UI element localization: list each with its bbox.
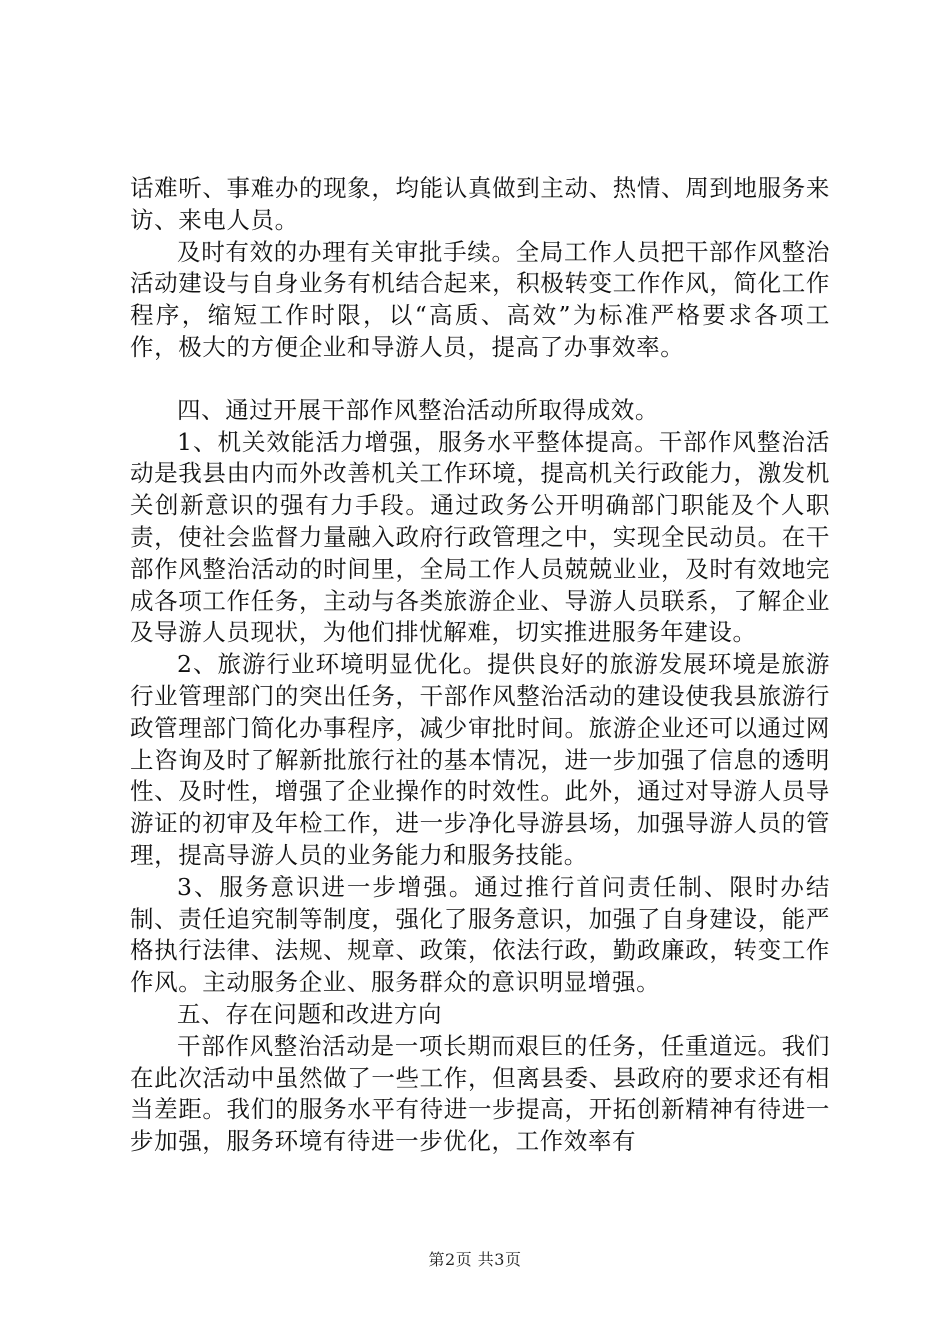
section-heading-results: 四、通过开展干部作风整治活动所取得成效。 <box>177 395 659 424</box>
paragraph-problems: 干部作风整治活动是一项长期而艰巨的任务，任重道远。我们在此次活动中虽然做了一些工作，但离县委、县政府的要求还有相当差距。我们的服务水平有待进一步提高，开拓创新精神有待进一步加强，服务环境有待进一步优化，工作效率有 <box>130 1031 830 1156</box>
paragraph-result-2: 2、旅游行业环境明显优化。提供良好的旅游发展环境是旅游行业管理部门的突出任务，干部作风整治活动的建设使我县旅游行政管理部门简化办事程序，减少审批时间。旅游企业还可以通过网上咨询及时了解新批旅行社的基本情况，进一步加强了信息的透明性、及时性，增强了企业操作的时效性。此外，通过对导游人员导游证的初审及年检工作，进一步净化导游县场，加强导游人员的管理，提高导游人员的业务能力和服务技能。 <box>130 650 830 869</box>
page-number-footer: 第2页 共3页 <box>428 1250 522 1269</box>
paragraph-result-3: 3、服务意识进一步增强。通过推行首问责任制、限时办结制、责任追究制等制度，强化了服务意识，加强了自身建设，能严格执行法律、法规、规章、政策，依法行政，勤政廉政，转变工作作风。主动服务企业、服务群众的意识明显增强。 <box>130 872 830 997</box>
paragraph-approval-procedures: 及时有效的办理有关审批手续。全局工作人员把干部作风整治活动建设与自身业务有机结合起来，积极转变工作作风，简化工作程序，缩短工作时限，以“高质、高效”为标准严格要求各项工作，极大的方便企业和导游人员，提高了办事效率。 <box>130 237 830 361</box>
paragraph-continuation: 话难听、事难办的现象，均能认真做到主动、热情、周到地服务来访、来电人员。 <box>130 174 830 234</box>
document-body <box>130 173 830 1158</box>
paragraph-result-1: 1、机关效能活力增强，服务水平整体提高。干部作风整治活动是我县由内而外改善机关工作环境，提高机关行政能力，激发机关创新意识的强有力手段。通过政务公开明确部门职能及个人职责，使社会监督力量融入政府行政管理之中，实现全民动员。在干部作风整治活动的时间里，全局工作人员兢兢业业，及时有效地完成各项工作任务，主动与各类旅游企业、导游人员联系，了解企业及导游人员现状，为他们排忧解难，切实推进服务年建设。 <box>130 427 830 647</box>
section-heading-problems: 五、存在问题和改进方向 <box>177 999 443 1028</box>
